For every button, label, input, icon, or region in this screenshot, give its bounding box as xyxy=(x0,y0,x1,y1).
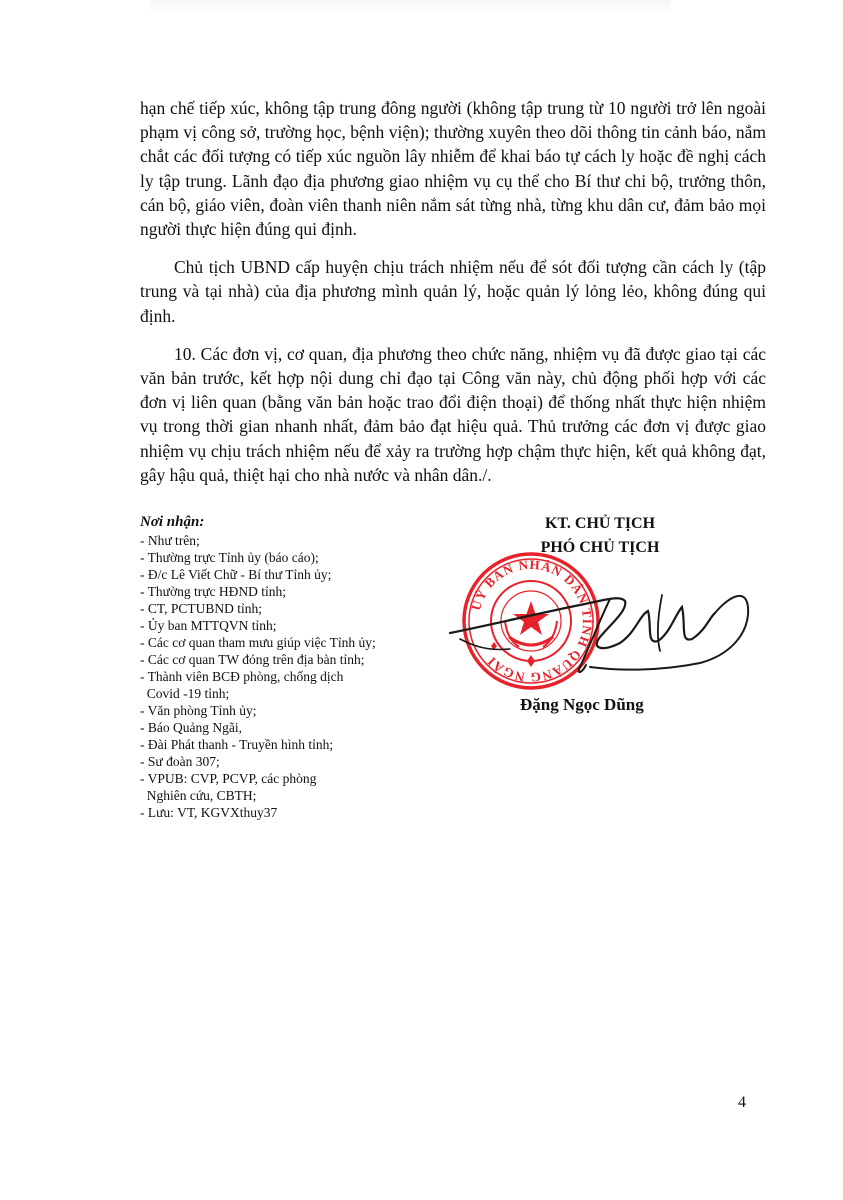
recipient-item: - Lưu: VT, KGVXthuy37 xyxy=(140,805,278,820)
recipients-list xyxy=(140,532,440,821)
recipient-item: - Ủy ban MTTQVN tỉnh; xyxy=(140,618,277,633)
handwritten-signature-icon xyxy=(430,555,760,685)
page-number: 4 xyxy=(738,1094,746,1111)
document-body xyxy=(140,96,766,501)
recipient-item: - Thường trực HĐND tỉnh; xyxy=(140,584,287,599)
paragraph-responsibility: Chủ tịch UBND cấp huyện chịu trách nhiệm nếu để sót đối tượng cần cách ly (tập trung và tại nhà) của địa phương mình quản lý, hoặc quản lý lỏng lẻo, không đúng qui định. xyxy=(140,257,766,326)
recipient-item: - Thành viên BCĐ phòng, chống dịch Covid -19 tỉnh; xyxy=(140,669,344,701)
signature-title-line1: KT. CHỦ TỊCH xyxy=(544,515,656,532)
recipient-item: - Như trên; xyxy=(140,533,200,548)
svg-text:UỶ BAN NHÂN DÂN TỈNH QUẢNG NGÃ: UỶ BAN NHÂN DÂN TỈNH QUẢNG NGÃI xyxy=(468,556,596,686)
scan-edge-shadow xyxy=(150,0,670,14)
recipients-block xyxy=(140,514,440,821)
paragraph-item-10: 10. Các đơn vị, cơ quan, địa phương theo chức năng, nhiệm vụ đã được giao tại các văn bản trước, kết hợp nội dung chỉ đạo tại Công văn này, chủ động phối hợp với các đơn vị liên quan (bằng văn bản hoặc trao đổi điện thoại) để thống nhất thực hiện nhiệm vụ trong thời gian nhanh nhất, đảm bảo đạt hiệu quả. Thủ trưởng các đơn vị được giao nhiệm vụ chịu trách nhiệm nếu để xảy ra trường hợp chậm thực hiện, kết quả không đạt, gây hậu quả, thiệt hại cho nhà nước và nhân dân./. xyxy=(140,343,766,485)
recipient-item: - Đài Phát thanh - Truyền hình tỉnh; xyxy=(140,737,334,752)
recipient-item: - Các cơ quan TW đóng trên địa bàn tỉnh; xyxy=(140,652,365,667)
signer-name: Đặng Ngọc Dũng xyxy=(520,695,644,714)
recipients-heading: Nơi nhận: xyxy=(140,514,205,530)
recipient-item: - Sư đoàn 307; xyxy=(140,754,220,769)
recipient-item: - Báo Quảng Ngãi, xyxy=(140,720,242,735)
paragraph-continuation: hạn chế tiếp xúc, không tập trung đông người (không tập trung từ 10 người trở lên ngoài phạm vị công sở, trường học, bệnh viện); thường xuyên theo dõi thông tin cảnh báo, nắm chắt các đối tượng có tiếp xúc nguồn lây nhiễm để khai báo tự cách ly hoặc đề nghị cách ly tập trung. Lãnh đạo địa phương giao nhiệm vụ cụ thể cho Bí thư chi bộ, trưởng thôn, cán bộ, giáo viên, đoàn viên thanh niên nắm sát từng nhà, từng khu dân cư, đảm bảo mọi người thực hiện đúng qui định. xyxy=(140,98,766,240)
recipient-item: - Thường trực Tỉnh ủy (báo cáo); xyxy=(140,550,319,565)
recipient-item: - Văn phòng Tỉnh ủy; xyxy=(140,703,257,718)
recipient-item: - Đ/c Lê Viết Chữ - Bí thư Tỉnh ủy; xyxy=(140,567,332,582)
recipient-item: - VPUB: CVP, PCVP, các phòng Nghiên cứu, CBTH; xyxy=(140,771,317,803)
recipient-item: - CT, PCTUBND tỉnh; xyxy=(140,601,263,616)
signature-title-line2: PHÓ CHỦ TỊCH xyxy=(540,539,660,556)
recipient-item: - Các cơ quan tham mưu giúp việc Tỉnh ủy; xyxy=(140,635,376,650)
